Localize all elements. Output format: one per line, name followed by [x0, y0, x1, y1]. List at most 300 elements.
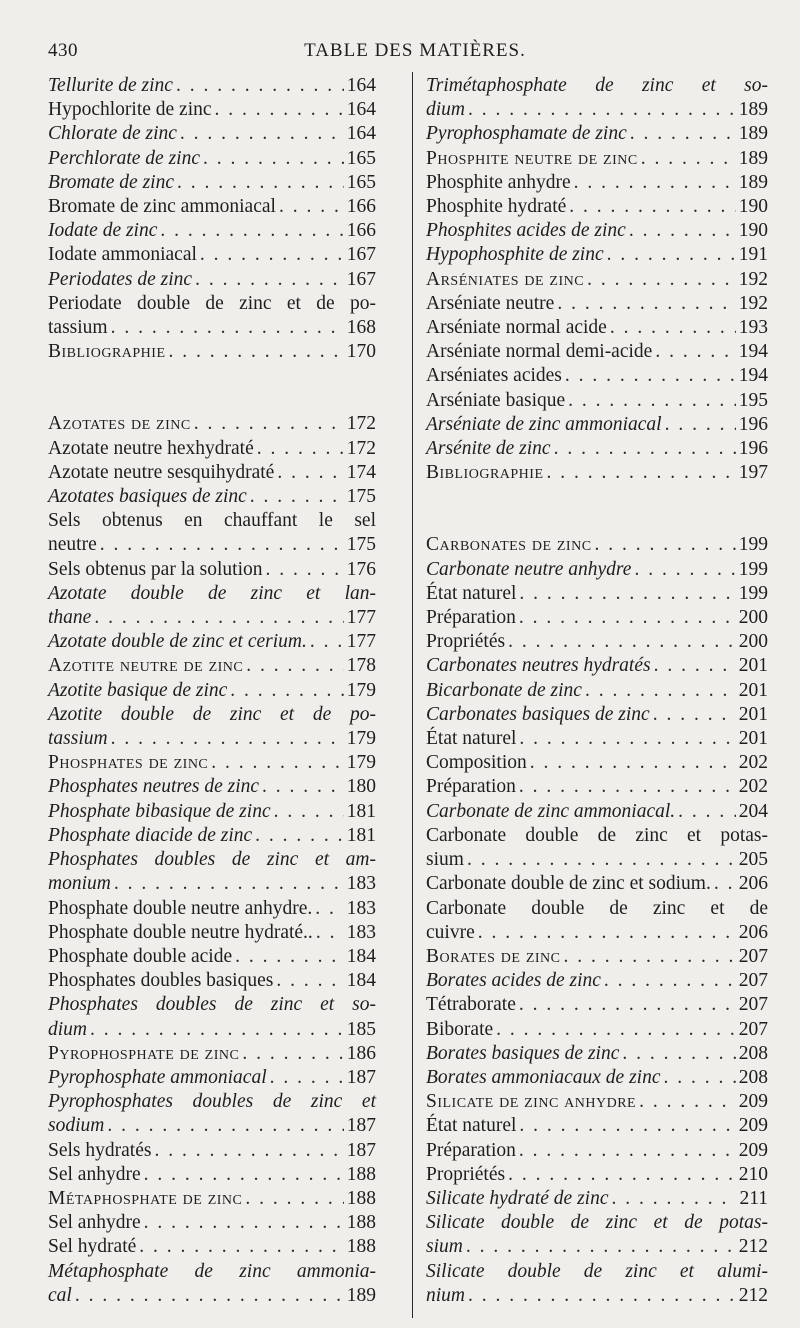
- toc-entry: [48, 1235, 376, 1259]
- entry-title: Bromate de zinc: [48, 171, 174, 193]
- entry-title: Phosphate double acide: [48, 945, 233, 967]
- entry-title: Sel anhydre: [48, 1212, 141, 1234]
- leader-dots: [557, 292, 735, 316]
- entry-title: Bicarbonate de zinc: [426, 679, 582, 701]
- entry-page: 177: [346, 607, 376, 629]
- toc-entry: [426, 122, 768, 146]
- entry-page: 205: [738, 849, 768, 871]
- leader-dots: [144, 1211, 344, 1235]
- entry-title: Sels hydratés: [48, 1139, 152, 1161]
- entry-title: Phosphates doubles basiques: [48, 970, 274, 992]
- leader-dots: [530, 751, 736, 775]
- entry-title: État naturel: [426, 728, 517, 750]
- entry-page: 195: [738, 389, 768, 411]
- toc-entry: [48, 921, 376, 945]
- entry-page: 167: [346, 244, 376, 266]
- entry-title: Phosphate diacide de zinc: [48, 824, 253, 846]
- entry-page: 208: [738, 1042, 768, 1064]
- leader-dots: [270, 1066, 344, 1090]
- entry-title: Arséniates de zinc: [426, 268, 585, 290]
- leader-dots: [265, 558, 343, 582]
- entry-page: 200: [738, 631, 768, 653]
- entry-page: 194: [738, 365, 768, 387]
- leader-dots: [587, 268, 736, 292]
- toc-entry: [48, 195, 376, 219]
- entry-page: 212: [738, 1236, 768, 1258]
- toc-entry: [48, 533, 376, 557]
- entry-title: Phosphate double neutre hydraté..: [48, 921, 313, 943]
- leader-dots: [114, 872, 344, 896]
- toc-entry: [48, 219, 376, 243]
- entry-title: tassium: [48, 317, 108, 339]
- entry-page: 175: [346, 486, 376, 508]
- entry-page: 196: [738, 413, 768, 435]
- leader-dots: [255, 824, 344, 848]
- entry-title: Arséniate basique: [426, 389, 566, 411]
- entry-page: 183: [346, 897, 376, 919]
- toc-entry: [426, 98, 768, 122]
- entry-page: 201: [738, 703, 768, 725]
- entry-page: 197: [738, 462, 768, 484]
- entry-title: Hypophosphite de zinc: [426, 244, 604, 266]
- entry-page: 190: [738, 220, 768, 242]
- toc-entry: [426, 1139, 768, 1163]
- entry-title-first-line: Azotate double de zinc et lan-: [48, 582, 376, 604]
- entry-page: 170: [346, 341, 376, 363]
- toc-entry: [48, 800, 376, 824]
- leader-dots: [519, 993, 736, 1017]
- entry-page: 201: [738, 728, 768, 750]
- leader-dots: [622, 1042, 735, 1066]
- leader-dots: [496, 1018, 736, 1042]
- entry-page: 168: [346, 317, 376, 339]
- entry-title: Sel anhydre: [48, 1163, 141, 1185]
- toc-entry: [48, 897, 376, 921]
- entry-page: 207: [738, 1018, 768, 1040]
- entry-title: Tellurite de zinc: [48, 75, 173, 96]
- entry-title: Periodates de zinc: [48, 268, 193, 290]
- entry-page: 178: [346, 655, 376, 677]
- leader-dots: [478, 921, 736, 945]
- toc-entry: [426, 872, 768, 896]
- toc-entry: [426, 1163, 768, 1187]
- entry-title: Iodate ammoniacal: [48, 244, 197, 266]
- entry-title: Azotate neutre hexhydraté: [48, 437, 254, 459]
- entry-title: Azotite basique de zinc: [48, 679, 228, 701]
- toc-entry: [48, 122, 376, 146]
- entry-page: 186: [346, 1042, 376, 1064]
- leader-dots: [468, 1284, 736, 1308]
- entry-page: 164: [346, 123, 376, 145]
- toc-entry: [48, 727, 376, 751]
- entry-title: Sel hydraté: [48, 1236, 137, 1258]
- entry-title: nium: [426, 1284, 465, 1306]
- toc-entry: [48, 171, 376, 195]
- entry-title: monium: [48, 873, 111, 895]
- leader-dots: [277, 461, 343, 485]
- entry-title: cuivre: [426, 921, 475, 943]
- entry-page: 199: [738, 558, 768, 580]
- entry-title: État naturel: [426, 1115, 517, 1137]
- leader-dots: [639, 1090, 736, 1114]
- toc-entry: [426, 630, 768, 654]
- entry-page: 187: [346, 1066, 376, 1088]
- toc-entry: [426, 437, 768, 461]
- entry-title: Chlorate de zinc: [48, 123, 177, 145]
- leader-dots: [257, 437, 344, 461]
- entry-page: 210: [738, 1163, 768, 1185]
- leader-dots: [90, 1018, 344, 1042]
- toc-section-heading: [48, 340, 376, 364]
- toc-section-heading: [48, 1187, 376, 1211]
- toc-entry: [48, 630, 376, 654]
- toc-entry: [48, 461, 376, 485]
- entry-page: 206: [738, 873, 768, 895]
- entry-title: neutre: [48, 534, 97, 556]
- toc-entry: [48, 98, 376, 122]
- entry-page: 206: [738, 921, 768, 943]
- entry-title: Phosphites acides de zinc: [426, 220, 626, 242]
- leader-dots: [169, 340, 344, 364]
- entry-page: 189: [738, 123, 768, 145]
- leader-dots: [154, 1139, 343, 1163]
- entry-page: 207: [738, 994, 768, 1016]
- leader-dots: [242, 1042, 343, 1066]
- entry-title: Arséniates acides: [426, 365, 562, 387]
- entry-page: 174: [346, 461, 376, 483]
- toc-entry: [48, 485, 376, 509]
- leader-dots: [274, 800, 344, 824]
- entry-title: Phosphates de zinc: [48, 752, 209, 774]
- entry-title: Préparation: [426, 607, 516, 629]
- leader-dots: [630, 122, 736, 146]
- entry-page: 187: [346, 1139, 376, 1161]
- leader-dots: [678, 800, 736, 824]
- leader-dots: [519, 582, 735, 606]
- toc-section-heading: [426, 945, 768, 969]
- entry-title: Borates ammoniacaux de zinc: [426, 1066, 661, 1088]
- entry-title: cal: [48, 1284, 72, 1306]
- running-header: [48, 40, 782, 70]
- leader-dots: [554, 437, 736, 461]
- leader-dots: [160, 219, 343, 243]
- entry-title: Tétraborate: [426, 994, 516, 1016]
- toc-entry: [426, 413, 768, 437]
- leader-dots: [276, 969, 343, 993]
- entry-title-first-line: Métaphosphate de zinc ammonia-: [48, 1260, 376, 1282]
- leader-dots: [519, 727, 735, 751]
- entry-title-first-line: Silicate double de zinc et alumi-: [426, 1260, 768, 1282]
- entry-page: 189: [738, 147, 768, 169]
- entry-title: Arséniate de zinc ammoniacal: [426, 413, 662, 435]
- toc-entry: [48, 1018, 376, 1042]
- entry-page: 164: [346, 75, 376, 96]
- entry-title: Composition: [426, 752, 527, 774]
- entry-page: 181: [346, 800, 376, 822]
- entry-title-first-line: Trimétaphosphate de zinc et so-: [426, 75, 768, 96]
- section-gap: [48, 364, 376, 412]
- toc-entry: [48, 1163, 376, 1187]
- leader-dots: [176, 74, 344, 98]
- toc-entry: [48, 1139, 376, 1163]
- entry-title: Pyrophosphate ammoniacal: [48, 1066, 267, 1088]
- entry-page: 164: [346, 99, 376, 121]
- entry-title: Préparation: [426, 1139, 516, 1161]
- toc-entry: [48, 679, 376, 703]
- leader-dots: [612, 1187, 737, 1211]
- entry-title: Arséniate neutre: [426, 292, 555, 314]
- entry-page: 179: [346, 679, 376, 701]
- toc-entry: [426, 848, 768, 872]
- entry-title: Bibliographie: [426, 462, 544, 484]
- entry-page: 181: [346, 824, 376, 846]
- entry-page: 183: [346, 873, 376, 895]
- leader-dots: [279, 195, 344, 219]
- entry-title: Phosphite neutre de zinc: [426, 147, 638, 169]
- leader-dots: [574, 171, 736, 195]
- leader-dots: [468, 98, 736, 122]
- toc-entry: [426, 195, 768, 219]
- entry-title-first-line: Phosphates doubles de zinc et so-: [48, 994, 376, 1016]
- entry-page: 188: [346, 1236, 376, 1258]
- toc-entry: [426, 727, 768, 751]
- entry-title: Borates basiques de zinc: [426, 1042, 620, 1064]
- toc-entry: [426, 558, 768, 582]
- leader-dots: [230, 679, 343, 703]
- leader-dots: [111, 727, 344, 751]
- leader-dots: [508, 630, 736, 654]
- entry-page: 165: [346, 147, 376, 169]
- entry-page: 172: [346, 437, 376, 459]
- entry-title: thane: [48, 607, 92, 629]
- leader-dots: [200, 243, 344, 267]
- entry-title: Iodate de zinc: [48, 220, 158, 242]
- leader-dots: [563, 945, 735, 969]
- entry-title: Pyrophosphamate de zinc: [426, 123, 627, 145]
- entry-title: Préparation: [426, 776, 516, 798]
- leader-dots: [466, 1235, 736, 1259]
- leader-dots: [641, 147, 736, 171]
- entry-title: sium: [426, 849, 464, 871]
- entry-page: 176: [346, 558, 376, 580]
- entry-title: Phosphate bibasique de zinc: [48, 800, 271, 822]
- entry-title: Perchlorate de zinc: [48, 147, 200, 169]
- toc-entry: [48, 268, 376, 292]
- toc-entry: [426, 243, 768, 267]
- leader-dots: [215, 98, 344, 122]
- toc-entry: [426, 1187, 768, 1211]
- entry-page: 199: [738, 534, 768, 556]
- entry-page: 179: [346, 752, 376, 774]
- entry-title-first-line: Periodate double de zinc et de po-: [48, 292, 376, 314]
- entry-page: 188: [346, 1212, 376, 1234]
- leader-dots: [664, 1066, 736, 1090]
- leader-dots: [250, 485, 344, 509]
- leader-dots: [607, 243, 736, 267]
- entry-page: 175: [346, 534, 376, 556]
- toc-entry: [48, 243, 376, 267]
- entry-title: sium: [426, 1236, 463, 1258]
- entry-title: Propriétés: [426, 1163, 506, 1185]
- toc-entry: [426, 654, 768, 678]
- entry-page: 201: [738, 679, 768, 701]
- toc-entry: [48, 558, 376, 582]
- leader-dots: [107, 1114, 343, 1138]
- entry-title: Arséniate normal acide: [426, 317, 607, 339]
- column-divider: [412, 72, 413, 1318]
- entry-page: 177: [346, 631, 376, 653]
- toc-entry: [426, 171, 768, 195]
- toc-entry: [426, 1042, 768, 1066]
- entry-title-first-line: Sels obtenus en chauffant le sel: [48, 510, 376, 532]
- entry-title-first-line: Carbonate double de zinc et de: [426, 897, 768, 919]
- toc-entry: [426, 1114, 768, 1138]
- entry-page: 196: [738, 438, 768, 460]
- leader-dots: [519, 1139, 736, 1163]
- entry-page: 209: [738, 1115, 768, 1137]
- entry-title: tassium: [48, 728, 108, 750]
- entry-title: Azotate neutre sesquihydraté: [48, 461, 275, 483]
- leader-dots: [75, 1284, 344, 1308]
- page-title: TABLE DES MATIÈRES.: [304, 40, 526, 61]
- entry-title: Carbonates de zinc: [426, 534, 592, 556]
- toc-entry: [48, 1066, 376, 1090]
- toc-entry: [426, 219, 768, 243]
- entry-title: Hypochlorite de zinc: [48, 99, 212, 121]
- leader-dots: [315, 897, 343, 921]
- entry-page: 185: [346, 1018, 376, 1040]
- entry-page: 184: [346, 945, 376, 967]
- toc-entry: [426, 751, 768, 775]
- entry-page: 188: [346, 1187, 376, 1209]
- leader-dots: [595, 533, 736, 557]
- leader-dots: [653, 703, 736, 727]
- entry-page: 194: [738, 341, 768, 363]
- toc-entry: [48, 74, 376, 98]
- entry-page: 180: [346, 776, 376, 798]
- entry-title: Silicate hydraté de zinc: [426, 1187, 609, 1209]
- entry-title: Pyrophosphate de zinc: [48, 1042, 240, 1064]
- entry-page: 202: [738, 752, 768, 774]
- entry-title: Azotate double de zinc et cerium.: [48, 631, 307, 653]
- toc-entry: [48, 824, 376, 848]
- toc-section-heading: [48, 751, 376, 775]
- entry-title: Carbonates basiques de zinc: [426, 703, 650, 725]
- entry-page: 166: [346, 220, 376, 242]
- toc-entry: [426, 292, 768, 316]
- entry-page: 204: [738, 800, 768, 822]
- entry-page: 183: [346, 921, 376, 943]
- entry-title: Bibliographie: [48, 341, 166, 363]
- toc-entry: [48, 1114, 376, 1138]
- leader-dots: [654, 654, 736, 678]
- toc-entry: [48, 1211, 376, 1235]
- entry-title: Bromate de zinc ammoniacal: [48, 196, 276, 218]
- entry-page: 189: [738, 171, 768, 193]
- entry-page: 189: [346, 1284, 376, 1306]
- toc-section-heading: [426, 147, 768, 171]
- entry-page: 207: [738, 970, 768, 992]
- entry-page: 212: [738, 1284, 768, 1306]
- leader-dots: [519, 606, 736, 630]
- entry-page: 188: [346, 1163, 376, 1185]
- toc-entry: [426, 800, 768, 824]
- toc-entry: [426, 582, 768, 606]
- leader-dots: [519, 1114, 735, 1138]
- entry-title: Azotates basiques de zinc: [48, 486, 247, 508]
- toc-section-heading: [48, 412, 376, 436]
- leader-dots: [203, 147, 344, 171]
- toc-entry: [48, 969, 376, 993]
- toc-entry: [426, 1066, 768, 1090]
- entry-title: Azotates de zinc: [48, 413, 191, 435]
- leader-dots: [568, 389, 736, 413]
- entry-title: Phosphite hydraté: [426, 196, 567, 218]
- toc-section-heading: [48, 1042, 376, 1066]
- toc-entry: [426, 679, 768, 703]
- toc-entry: [426, 921, 768, 945]
- toc-entry: [426, 969, 768, 993]
- leader-dots: [508, 1163, 736, 1187]
- toc-section-heading: [48, 654, 376, 678]
- entry-title: Biborate: [426, 1018, 494, 1040]
- entry-title-first-line: Carbonate double de zinc et potas-: [426, 824, 768, 846]
- entry-page: 201: [738, 655, 768, 677]
- leader-dots: [665, 413, 736, 437]
- entry-title: sodium: [48, 1115, 105, 1137]
- entry-title: Sels obtenus par la solution: [48, 558, 263, 580]
- leader-dots: [547, 461, 736, 485]
- entry-title-first-line: Azotite double de zinc et de po-: [48, 703, 376, 725]
- leader-dots: [180, 122, 344, 146]
- entry-title: dium: [426, 99, 465, 121]
- entry-page: 202: [738, 776, 768, 798]
- leader-dots: [94, 606, 343, 630]
- entry-title: dium: [48, 1018, 87, 1040]
- leader-dots: [519, 775, 736, 799]
- toc-entry: [426, 775, 768, 799]
- toc-entry: [48, 945, 376, 969]
- toc-right-column: [426, 74, 768, 1308]
- leader-dots: [144, 1163, 344, 1187]
- leader-dots: [139, 1235, 343, 1259]
- entry-title: Borates de zinc: [426, 945, 561, 967]
- leader-dots: [310, 630, 344, 654]
- leader-dots: [655, 340, 735, 364]
- section-gap: [426, 485, 768, 533]
- entry-page: 207: [738, 945, 768, 967]
- toc-section-heading: [426, 461, 768, 485]
- toc-entry: [48, 1284, 376, 1308]
- toc-section-heading: [426, 533, 768, 557]
- toc-entry: [48, 606, 376, 630]
- toc-entry: [426, 703, 768, 727]
- entry-page: 193: [738, 317, 768, 339]
- entry-page: 172: [346, 413, 376, 435]
- leader-dots: [246, 654, 344, 678]
- toc-section-heading: [426, 1090, 768, 1114]
- leader-dots: [467, 848, 736, 872]
- leader-dots: [195, 268, 344, 292]
- toc-entry: [426, 606, 768, 630]
- leader-dots: [177, 171, 344, 195]
- entry-title: Phosphates neutres de zinc: [48, 776, 260, 798]
- entry-page: 200: [738, 607, 768, 629]
- entry-title: Carbonate neutre anhydre: [426, 558, 632, 580]
- entry-page: 166: [346, 196, 376, 218]
- toc-entry: [426, 1284, 768, 1308]
- entry-page: 211: [739, 1187, 768, 1209]
